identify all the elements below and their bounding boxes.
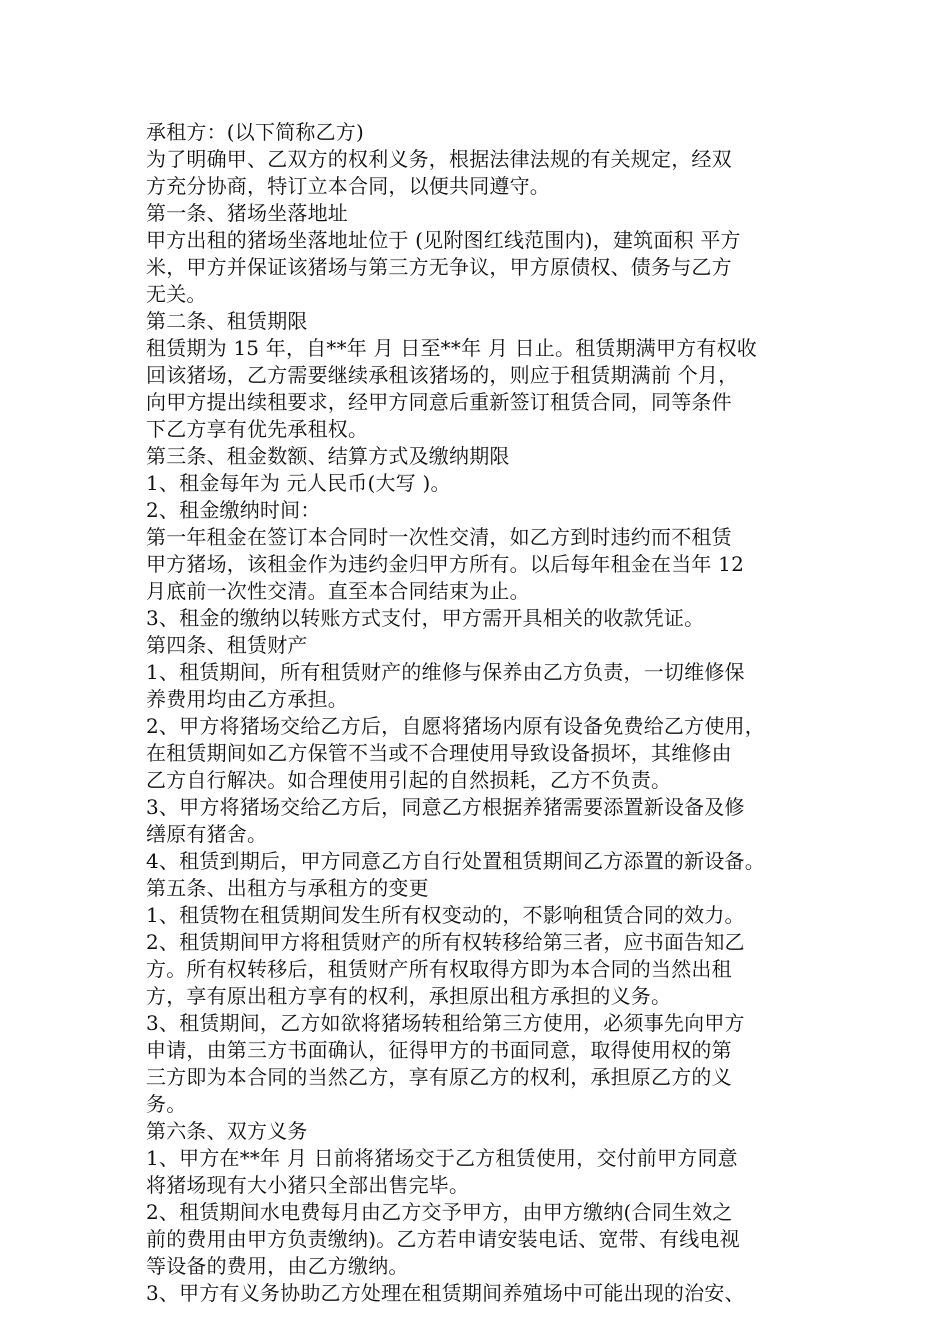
text-line: 前的费用由甲方负责缴纳)。乙方若申请安装电话、宽带、有线电视 — [146, 1227, 740, 1251]
text-line: 等设备的费用，由乙方缴纳。 — [146, 1254, 409, 1278]
section-heading: 第四条、租赁财产 — [146, 633, 308, 657]
text-line: 3、租金的缴纳以转账方式支付，甲方需开具相关的收款凭证。 — [146, 606, 705, 630]
text-line: 月底前一次性交清。直至本合同结束为止。 — [146, 579, 530, 603]
text-line: 乙方自行解决。如合理使用引起的自然损耗，乙方不负责。 — [146, 768, 672, 792]
text-line: 方，享有原出租方享有的权利，承担原出租方承担的义务。 — [146, 984, 672, 1008]
text-line: 3、租赁期间，乙方如欲将猪场转租给第三方使用，必须事先向甲方 — [146, 1011, 745, 1035]
text-line: 2、租赁期间水电费每月由乙方交予甲方，由甲方缴纳(合同生效之 — [146, 1200, 733, 1224]
text-line: 3、甲方有义务协助乙方处理在租赁期间养殖场中可能出现的治安、 — [146, 1281, 745, 1305]
text-line: 1、租赁期间，所有租赁财产的维修与保养由乙方负责，一切维修保 — [146, 660, 745, 684]
section-heading: 第二条、租赁期限 — [146, 309, 308, 333]
text-line: 租赁期为 15 年，自**年 月 日至**年 月 日止。租赁期满甲方有权收 — [146, 336, 757, 360]
text-line: 养费用均由乙方承担。 — [146, 687, 348, 711]
text-line: 米，甲方并保证该猪场与第三方无争议，甲方原债权、债务与乙方 — [146, 255, 732, 279]
text-line: 4、租赁到期后，甲方同意乙方自行处置租赁期间乙方添置的新设备。 — [146, 849, 765, 873]
section-heading: 第一条、猪场坐落地址 — [146, 201, 348, 225]
text-line: 缮原有猪舍。 — [146, 822, 268, 846]
text-line: 甲方猪场，该租金作为违约金归甲方所有。以后每年租金在当年 12 — [146, 552, 745, 576]
text-line: 1、甲方在**年 月 日前将猪场交于乙方租赁使用，交付前甲方同意 — [146, 1146, 738, 1170]
section-heading: 第六条、双方义务 — [146, 1119, 308, 1143]
text-line: 1、租金每年为 元人民币(大写 )。 — [146, 471, 451, 495]
text-line: 下乙方享有优先承租权。 — [146, 417, 369, 441]
text-line: 在租赁期间如乙方保管不当或不合理使用导致设备损坏，其维修由 — [146, 741, 732, 765]
section-heading: 第五条、出租方与承租方的变更 — [146, 876, 429, 900]
text-line: 三方即为本合同的当然乙方，享有原乙方的权利，承担原乙方的义 — [146, 1065, 732, 1089]
text-line: 2、甲方将猪场交给乙方后，自愿将猪场内原有设备免费给乙方使用， — [146, 714, 765, 738]
text-line: 将猪场现有大小猪只全部出售完毕。 — [146, 1173, 470, 1197]
text-line: 无关。 — [146, 282, 207, 306]
text-line: 方。所有权转移后，租赁财产所有权取得方即为本合同的当然出租 — [146, 957, 732, 981]
text-line: 2、租赁期间甲方将租赁财产的所有权转移给第三者，应书面告知乙 — [146, 930, 745, 954]
text-line: 向甲方提出续租要求，经甲方同意后重新签订租赁合同，同等条件 — [146, 390, 732, 414]
text-line: 第一年租金在签订本合同时一次性交清，如乙方到时违约而不租赁 — [146, 525, 732, 549]
document-body — [146, 119, 816, 1307]
text-line: 3、甲方将猪场交给乙方后，同意乙方根据养猪需要添置新设备及修 — [146, 795, 745, 819]
text-line: 方充分协商，特订立本合同，以便共同遵守。 — [146, 174, 550, 198]
text-line: 回该猪场，乙方需要继续承租该猪场的，则应于租赁期满前 个月， — [146, 363, 739, 387]
text-line: 2、租金缴纳时间： — [146, 498, 321, 522]
text-line: 1、租赁物在租赁期间发生所有权变动的，不影响租赁合同的效力。 — [146, 903, 745, 927]
section-heading: 第三条、租金数额、结算方式及缴纳期限 — [146, 444, 510, 468]
text-line: 申请，由第三方书面确认，征得甲方的书面同意，取得使用权的第 — [146, 1038, 732, 1062]
text-line: 务。 — [146, 1092, 187, 1116]
text-line: 为了明确甲、乙双方的权利义务，根据法律法规的有关规定，经双 — [146, 147, 732, 171]
text-line: 甲方出租的猪场坐落地址位于 (见附图红线范围内)，建筑面积 平方 — [146, 228, 741, 252]
text-line: 承租方：(以下简称乙方) — [146, 120, 365, 144]
